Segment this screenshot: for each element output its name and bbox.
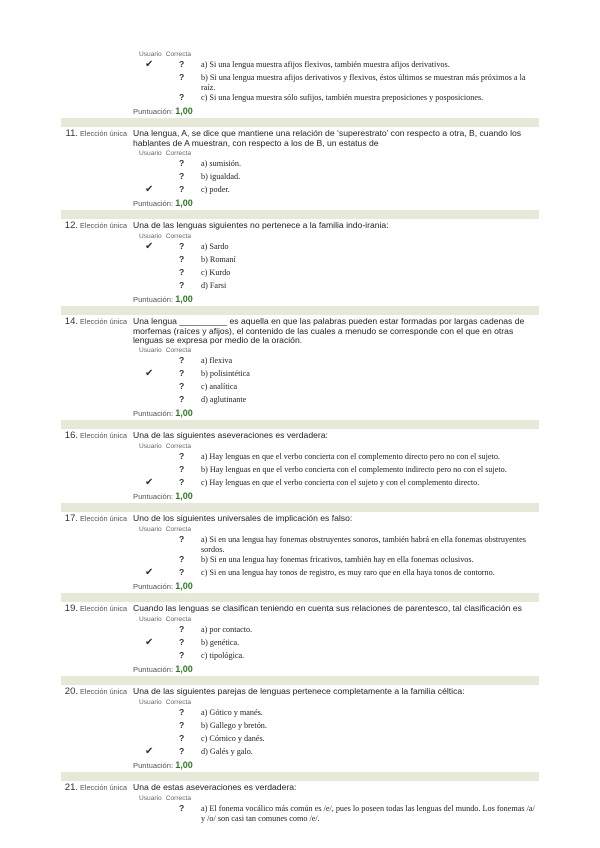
option-letter: b) bbox=[201, 555, 208, 565]
option-letter: c) bbox=[201, 267, 208, 277]
answer-option bbox=[61, 637, 539, 650]
option-text: por contacto. bbox=[209, 625, 253, 635]
column-user-label: Usuario bbox=[139, 347, 162, 355]
question-mark: ? bbox=[179, 394, 185, 405]
checkmark-icon: ✔ bbox=[145, 240, 154, 252]
answer-option bbox=[61, 267, 539, 280]
question-header bbox=[61, 429, 539, 442]
checkmark-icon: ✔ bbox=[145, 183, 154, 195]
option-letter: d) bbox=[201, 280, 208, 290]
question-block bbox=[61, 429, 539, 502]
question-mark: ? bbox=[179, 534, 185, 545]
option-text: Córnico y danés. bbox=[209, 734, 265, 744]
answer-option bbox=[61, 464, 539, 477]
question-number: 21. bbox=[64, 782, 78, 794]
option-letter: c) bbox=[201, 478, 208, 488]
question-text: Una de las lenguas siguientes no pertenece a la familia indo-irania: bbox=[133, 219, 389, 230]
question-text: Una de las siguientes aseveraciones es verdadera: bbox=[133, 430, 328, 441]
question-text: Una lengua __________ es aquella en que las palabras pueden estar formadas por largas cadenas de morfemas (raíces y afijos), el contenido de las cuales a menudo se corresponde con el que en otras lenguas se expresa por medio de la oración. bbox=[133, 315, 525, 346]
question-number: 12. bbox=[64, 219, 78, 231]
question-mark: ? bbox=[179, 72, 185, 82]
question-mark: ? bbox=[179, 266, 185, 277]
question-type: Elección única bbox=[80, 220, 128, 230]
question-separator bbox=[61, 772, 539, 781]
option-text: sumisión. bbox=[209, 158, 242, 168]
answer-option bbox=[61, 355, 539, 368]
answer-option bbox=[61, 280, 539, 293]
question-text: Cuando las lenguas se clasifican teniendo en cuenta sus relaciones de parentesco, tal clasificación es bbox=[133, 603, 522, 614]
score-line bbox=[61, 760, 539, 771]
question-type: Elección única bbox=[80, 783, 128, 793]
answer-option bbox=[61, 477, 539, 490]
column-user-label: Usuario bbox=[139, 149, 162, 157]
option-letter: c) bbox=[201, 382, 208, 392]
option-letter: d) bbox=[201, 747, 208, 757]
option-letter: d) bbox=[201, 395, 208, 405]
score-label: Puntuación: bbox=[133, 582, 174, 592]
question-mark: ? bbox=[179, 624, 185, 635]
question-header bbox=[61, 602, 539, 615]
option-text: Si una lengua muestra afijos derivativos y flexivos, éstos últimos se muestran más próximos a la raíz. bbox=[201, 73, 526, 92]
question-type: Elección única bbox=[80, 604, 128, 614]
option-text: Sardo bbox=[209, 241, 229, 251]
option-text: Kurdo bbox=[209, 267, 231, 277]
answer-option bbox=[61, 72, 539, 92]
score-value: 1,00 bbox=[175, 408, 193, 419]
question-block bbox=[61, 602, 539, 675]
answer-option bbox=[61, 707, 539, 720]
question-separator bbox=[61, 676, 539, 685]
answer-option bbox=[61, 746, 539, 759]
option-text: Galés y galo. bbox=[209, 747, 253, 757]
option-text: genética. bbox=[209, 638, 240, 648]
option-text: Hay lenguas en que el verbo concierta con el sujeto y con el complemento directo. bbox=[209, 478, 480, 488]
question-mark: ? bbox=[179, 477, 185, 488]
answer-columns-header bbox=[139, 442, 539, 451]
column-user-label: Usuario bbox=[139, 51, 162, 58]
option-letter: a) bbox=[201, 708, 208, 718]
question-type: Elección única bbox=[80, 514, 128, 524]
checkmark-icon: ✔ bbox=[145, 477, 154, 489]
score-line bbox=[61, 198, 539, 209]
question-separator bbox=[61, 593, 539, 602]
score-line bbox=[61, 294, 539, 305]
answer-option bbox=[61, 650, 539, 663]
option-text: polisintética bbox=[209, 369, 250, 379]
answer-option bbox=[61, 534, 539, 554]
option-letter: b) bbox=[201, 369, 208, 379]
answer-option bbox=[61, 241, 539, 254]
answer-option bbox=[61, 92, 539, 105]
question-mark: ? bbox=[179, 554, 185, 565]
option-letter: c) bbox=[201, 93, 208, 103]
answer-columns-header bbox=[139, 794, 539, 803]
question-block bbox=[61, 512, 539, 592]
question-mark: ? bbox=[179, 183, 185, 194]
column-correct-label: Correcta bbox=[165, 616, 192, 624]
question-mark: ? bbox=[179, 279, 185, 290]
question-block bbox=[61, 685, 539, 771]
column-correct-label: Correcta bbox=[165, 699, 192, 707]
column-user-label: Usuario bbox=[139, 795, 162, 803]
option-letter: b) bbox=[201, 465, 208, 475]
question-mark: ? bbox=[179, 637, 185, 648]
question-mark: ? bbox=[179, 567, 185, 578]
option-letter: a) bbox=[201, 158, 208, 168]
answer-option bbox=[61, 184, 539, 197]
column-correct-label: Correcta bbox=[165, 526, 192, 534]
option-letter: c) bbox=[201, 734, 208, 744]
score-value: 1,00 bbox=[175, 293, 193, 304]
question-header bbox=[61, 315, 539, 346]
question-text: Una lengua, A, se dice que mantiene una relación de ‘superestrato’ con respecto a otra, B, cuando los hablantes de A muestran, con respecto a los de B, un estatus de bbox=[133, 128, 522, 148]
question-text: Una de estas aseveraciones es verdadera: bbox=[133, 782, 297, 793]
option-text: Romaní bbox=[209, 254, 236, 264]
option-letter: a) bbox=[201, 60, 208, 69]
question-mark: ? bbox=[179, 92, 185, 103]
column-correct-label: Correcta bbox=[165, 149, 192, 157]
question-mark: ? bbox=[179, 733, 185, 744]
question-mark: ? bbox=[179, 170, 185, 181]
question-mark: ? bbox=[179, 355, 185, 366]
answer-columns-header bbox=[139, 525, 539, 534]
question-number: 11. bbox=[65, 128, 78, 140]
question-mark: ? bbox=[179, 157, 185, 168]
column-user-label: Usuario bbox=[139, 526, 162, 534]
question-number: 16. bbox=[64, 430, 78, 442]
option-letter: b) bbox=[201, 721, 208, 731]
score-label: Puntuación: bbox=[133, 761, 174, 771]
question-number: 19. bbox=[64, 603, 78, 615]
question-text: Uno de los siguientes universales de implicación es falso: bbox=[133, 513, 353, 524]
option-text: Gótico y manés. bbox=[209, 708, 263, 718]
score-label: Puntuación: bbox=[133, 107, 174, 117]
question-mark: ? bbox=[179, 381, 185, 392]
answer-option bbox=[61, 158, 539, 171]
answer-option bbox=[61, 171, 539, 184]
option-text: analítica bbox=[209, 382, 238, 392]
question-separator bbox=[61, 210, 539, 219]
question-separator bbox=[61, 420, 539, 429]
question-text: Una de las siguientes parejas de lenguas pertenece completamente a la familia céltica: bbox=[133, 686, 465, 697]
option-text: Si en una lengua hay fonemas fricativos, también hay en ella fonemas oclusivos. bbox=[209, 555, 474, 565]
score-value: 1,00 bbox=[175, 197, 193, 208]
option-text: tipológica. bbox=[209, 651, 245, 661]
column-correct-label: Correcta bbox=[165, 443, 192, 451]
question-mark: ? bbox=[179, 650, 185, 661]
option-letter: b) bbox=[201, 73, 208, 82]
score-label: Puntuación: bbox=[133, 492, 174, 502]
answer-option bbox=[61, 624, 539, 637]
answer-option bbox=[61, 59, 539, 72]
question-mark: ? bbox=[179, 253, 185, 264]
option-letter: a) bbox=[201, 241, 208, 251]
option-text: aglutinante bbox=[209, 395, 247, 405]
column-correct-label: Correcta bbox=[165, 51, 192, 58]
score-label: Puntuación: bbox=[133, 409, 174, 419]
answer-option bbox=[61, 567, 539, 580]
question-header bbox=[61, 685, 539, 698]
answer-columns-header bbox=[139, 149, 539, 158]
question-mark: ? bbox=[179, 707, 185, 718]
checkmark-icon: ✔ bbox=[145, 368, 154, 380]
score-label: Puntuación: bbox=[133, 294, 174, 304]
checkmark-icon: ✔ bbox=[145, 637, 154, 649]
option-text: Farsi bbox=[209, 280, 227, 290]
answer-option bbox=[61, 720, 539, 733]
answer-option bbox=[61, 381, 539, 394]
question-mark: ? bbox=[179, 368, 185, 379]
column-correct-label: Correcta bbox=[165, 795, 192, 803]
question-block bbox=[61, 219, 539, 305]
answer-columns-header bbox=[139, 346, 539, 355]
question-separator bbox=[61, 306, 539, 315]
question-mark: ? bbox=[179, 746, 185, 757]
question-number: 14. bbox=[64, 315, 78, 327]
option-text: flexiva bbox=[209, 356, 233, 366]
score-value: 1,00 bbox=[175, 760, 193, 771]
question-type: Elección única bbox=[80, 129, 128, 139]
option-text: Hay lenguas en que el verbo concierta con el complemento directo pero no con el sujeto. bbox=[209, 452, 500, 462]
question-mark: ? bbox=[179, 451, 185, 462]
question-type: Elección única bbox=[80, 431, 128, 441]
question-block bbox=[61, 781, 539, 823]
question-separator bbox=[61, 503, 539, 512]
score-label: Puntuación: bbox=[133, 665, 174, 675]
question-header bbox=[61, 512, 539, 525]
option-text: El fonema vocálico más común es /e/, pues lo poseen todas las lenguas del mundo. Los fonemas /a/ y /o/ son casi tan comunes como /e/. bbox=[201, 804, 535, 823]
score-line bbox=[61, 491, 539, 502]
option-letter: c) bbox=[201, 568, 208, 578]
question-mark: ? bbox=[179, 720, 185, 731]
answer-option bbox=[61, 733, 539, 746]
column-user-label: Usuario bbox=[139, 232, 162, 240]
answer-option bbox=[61, 451, 539, 464]
option-letter: a) bbox=[201, 535, 208, 545]
checkmark-icon: ✔ bbox=[145, 59, 154, 70]
checkmark-icon: ✔ bbox=[145, 746, 154, 758]
question-header bbox=[61, 219, 539, 232]
option-text: igualdad. bbox=[209, 171, 241, 181]
answer-option bbox=[61, 394, 539, 407]
score-line bbox=[61, 408, 539, 419]
answer-option bbox=[61, 254, 539, 267]
score-value: 1,00 bbox=[175, 581, 193, 592]
column-user-label: Usuario bbox=[139, 616, 162, 624]
answer-option bbox=[61, 554, 539, 567]
question-mark: ? bbox=[179, 464, 185, 475]
answer-option bbox=[61, 803, 539, 823]
question-mark: ? bbox=[179, 59, 185, 69]
option-text: Si una lengua muestra afijos flexivos, también muestra afijos derivativos. bbox=[209, 60, 450, 69]
exam-document bbox=[61, 50, 539, 824]
question-number: 20. bbox=[64, 686, 78, 698]
option-text: Hay lenguas en que el verbo concierta con el complemento indirecto pero no con el sujeto. bbox=[209, 465, 507, 475]
question-header bbox=[61, 781, 539, 794]
option-letter: b) bbox=[201, 171, 208, 181]
answer-option bbox=[61, 368, 539, 381]
score-line bbox=[61, 664, 539, 675]
score-value: 1,00 bbox=[175, 491, 193, 502]
option-letter: a) bbox=[201, 804, 208, 814]
option-letter: b) bbox=[201, 254, 208, 264]
column-user-label: Usuario bbox=[139, 443, 162, 451]
question-block bbox=[61, 127, 539, 209]
option-text: Si en una lengua hay fonemas obstruyentes sonoros, también habrá en ella fonemas obstruyentes sordos. bbox=[201, 535, 526, 554]
answer-columns-header bbox=[139, 698, 539, 707]
option-letter: a) bbox=[201, 625, 208, 635]
option-text: Si una lengua muestra sólo sufijos, también muestra preposiciones y posposiciones. bbox=[209, 93, 484, 103]
score-label: Puntuación: bbox=[133, 198, 174, 208]
option-letter: a) bbox=[201, 452, 208, 462]
question-header bbox=[61, 127, 539, 149]
answer-columns-header bbox=[139, 50, 539, 59]
answer-columns-header bbox=[139, 615, 539, 624]
option-letter: b) bbox=[201, 638, 208, 648]
score-line bbox=[61, 106, 539, 117]
option-text: Si en una lengua hay tonos de registro, es muy raro que en ella haya tonos de contorno. bbox=[209, 568, 495, 578]
option-letter: a) bbox=[201, 356, 208, 366]
option-letter: c) bbox=[201, 651, 208, 661]
score-line bbox=[61, 581, 539, 592]
score-value: 1,00 bbox=[175, 664, 193, 675]
question-block bbox=[61, 315, 539, 419]
question-partial bbox=[61, 50, 539, 117]
option-letter: c) bbox=[201, 184, 208, 194]
question-number: 17. bbox=[64, 513, 78, 525]
column-correct-label: Correcta bbox=[165, 232, 192, 240]
column-user-label: Usuario bbox=[139, 699, 162, 707]
question-mark: ? bbox=[179, 803, 185, 814]
column-correct-label: Correcta bbox=[165, 347, 192, 355]
option-text: poder. bbox=[209, 184, 230, 194]
answer-columns-header bbox=[139, 232, 539, 241]
checkmark-icon: ✔ bbox=[145, 567, 154, 579]
question-type: Elección única bbox=[80, 687, 128, 697]
question-separator bbox=[61, 118, 539, 127]
question-mark: ? bbox=[179, 240, 185, 251]
score-value: 1,00 bbox=[175, 106, 193, 117]
question-type: Elección única bbox=[80, 316, 128, 326]
option-text: Gallego y bretón. bbox=[209, 721, 267, 731]
